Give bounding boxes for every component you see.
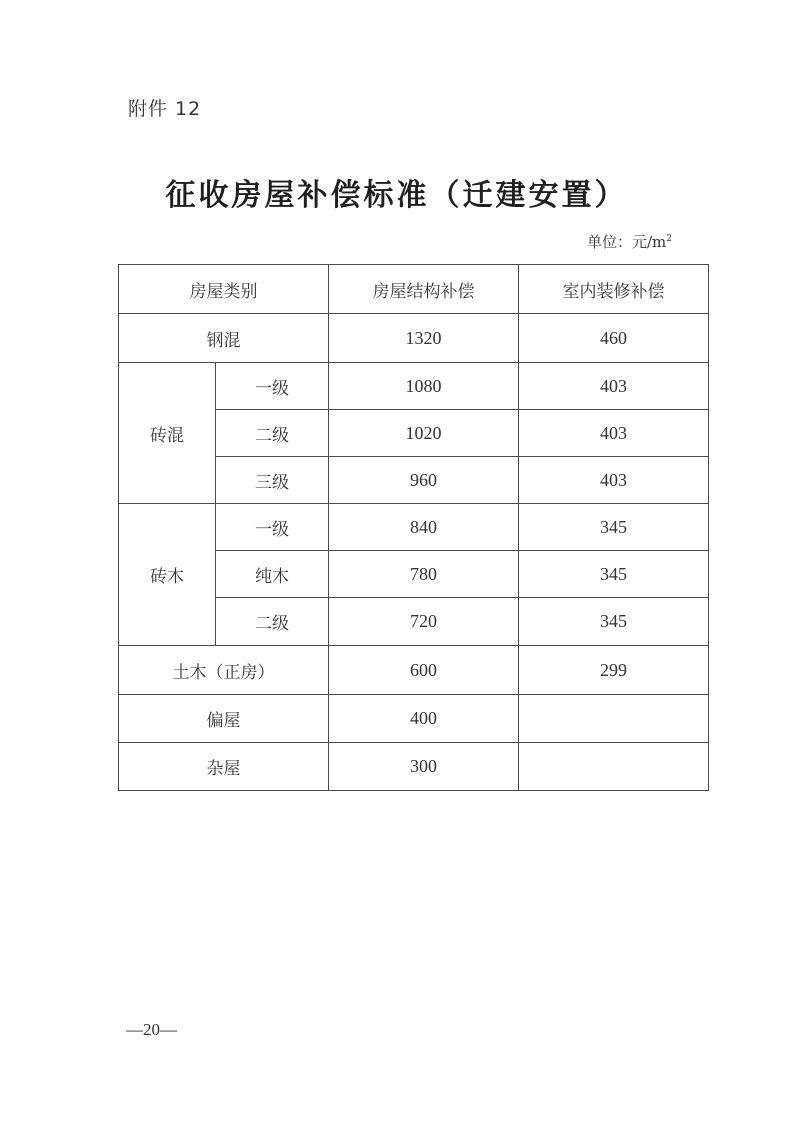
header-decoration: 室内装修补偿: [519, 265, 709, 314]
structure-cell: 1020: [329, 410, 519, 457]
decoration-cell: 345: [519, 504, 709, 551]
category-cell: 杂屋: [119, 743, 329, 791]
structure-cell: 720: [329, 598, 519, 646]
structure-cell: 1320: [329, 314, 519, 363]
grade-cell: 纯木: [216, 551, 329, 598]
attachment-label: 附件 12: [128, 98, 202, 120]
grade-cell: 二级: [216, 598, 329, 646]
category-cell: 偏屋: [119, 695, 329, 743]
category-cell: 砖木: [119, 504, 216, 646]
structure-cell: 840: [329, 504, 519, 551]
decoration-cell: 403: [519, 363, 709, 410]
structure-cell: 400: [329, 695, 519, 743]
header-structure: 房屋结构补偿: [329, 265, 519, 314]
compensation-table: [118, 264, 709, 791]
decoration-cell: 403: [519, 410, 709, 457]
structure-cell: 1080: [329, 363, 519, 410]
table-row: [119, 646, 709, 695]
grade-cell: 一级: [216, 504, 329, 551]
table-row: [119, 314, 709, 363]
grade-cell: 一级: [216, 363, 329, 410]
decoration-cell: 460: [519, 314, 709, 363]
table-row: [119, 695, 709, 743]
decoration-cell: 299: [519, 646, 709, 695]
structure-cell: 600: [329, 646, 519, 695]
decoration-cell: 345: [519, 598, 709, 646]
table-row: [119, 363, 709, 410]
decoration-cell: 403: [519, 457, 709, 504]
grade-cell: 二级: [216, 410, 329, 457]
category-cell: 土木（正房）: [119, 646, 329, 695]
category-cell: 钢混: [119, 314, 329, 363]
structure-cell: 780: [329, 551, 519, 598]
structure-cell: 960: [329, 457, 519, 504]
category-cell: 砖混: [119, 363, 216, 504]
header-category: 房屋类别: [119, 265, 329, 314]
table-header-row: [119, 265, 709, 314]
unit-label: [587, 231, 672, 252]
page-number: —20—: [126, 1020, 177, 1039]
unit-superscript: 2: [666, 234, 673, 244]
decoration-cell: 345: [519, 551, 709, 598]
grade-cell: 三级: [216, 457, 329, 504]
table-row: [119, 743, 709, 791]
table-row: [119, 504, 709, 551]
decoration-cell: [519, 743, 709, 791]
structure-cell: 300: [329, 743, 519, 791]
decoration-cell: [519, 695, 709, 743]
page-title: 征收房屋补偿标准（迁建安置）: [165, 178, 628, 213]
unit-text: 单位：元/m: [587, 233, 667, 251]
